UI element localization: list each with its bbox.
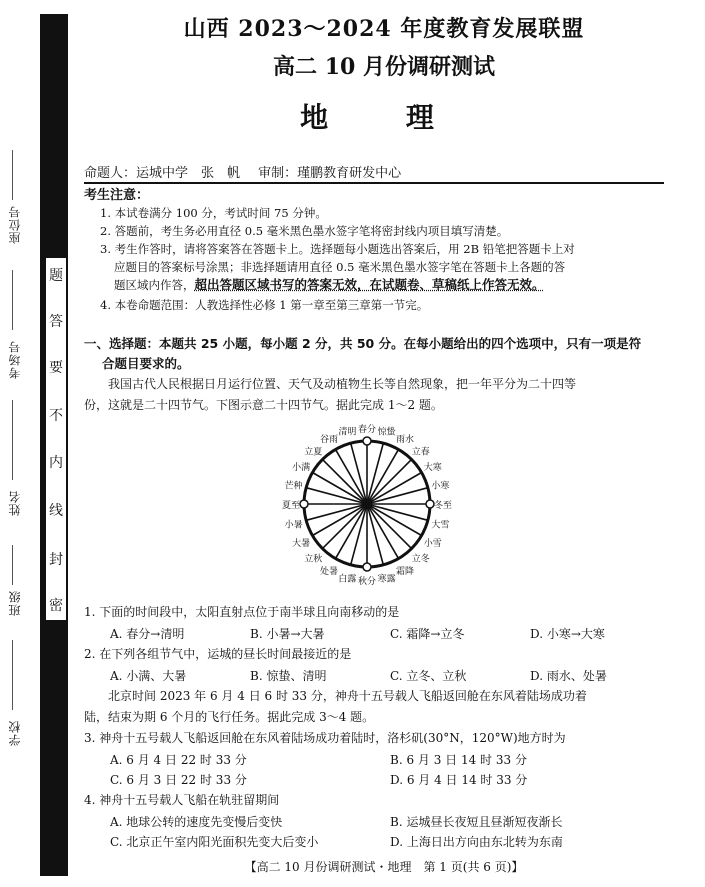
seal-char: 答 [49, 314, 63, 330]
sun-center-dot [362, 499, 372, 509]
section-heading [84, 334, 670, 374]
seal-char: 密 [49, 598, 63, 614]
term-label: 冬至 [433, 501, 453, 511]
q1-option-c: C. 霜降→立冬 [390, 627, 465, 641]
q4-option-b: B. 运城昼长夜短且昼渐短夜渐长 [390, 815, 563, 829]
notice-item: 应题目的答案标号涂黑；非选择题请用直径 0.5 毫米黑色墨水签字笔在答题卡上各题的答 [114, 260, 566, 274]
label-class: 班级 [8, 590, 22, 616]
term-label: 立春 [411, 447, 430, 458]
question-4: 4. 神舟十五号载人飞船在轨驻留期间 [84, 793, 280, 807]
blank-line [12, 545, 14, 585]
term-label: 寒露 [377, 574, 396, 585]
question-2: 2. 在下列各组节气中，运城的昼长时间最接近的是 [84, 647, 352, 661]
q1-option-d: D. 小寒→大寒 [530, 627, 605, 641]
reviewer: 审制：瑾鹏教育研发中心 [258, 166, 402, 181]
term-label: 大雪 [431, 520, 450, 531]
blank-line [12, 270, 14, 330]
q1-option-b: B. 小暑→大暑 [250, 627, 325, 641]
exam-subtitle: 高二 10 月份调研测试 [273, 54, 495, 80]
subject-title: 地 理 [300, 101, 468, 134]
label-seat-number: 座位号 [8, 205, 22, 244]
term-label: 夏至 [281, 501, 301, 511]
q2-option-c: C. 立冬、立秋 [390, 669, 467, 683]
term-label: 大暑 [292, 539, 311, 549]
notice-item [114, 276, 684, 294]
notice-item: 1. 本试卷满分 100 分，考试时间 75 分钟。 [100, 206, 327, 220]
term-label: 立夏 [304, 447, 323, 458]
q3-option-c: C. 6 月 3 日 22 时 33 分 [110, 773, 247, 787]
term-label: 霜降 [395, 566, 415, 577]
term-label: 立冬 [411, 554, 430, 565]
term-label: 处暑 [319, 566, 339, 577]
seal-line-text [46, 258, 66, 620]
key-term-marker [300, 500, 308, 508]
q2-option-b: B. 惊蛰、清明 [250, 669, 327, 683]
q4-option-c: C. 北京正午室内阳光面积先变大后变小 [110, 835, 319, 849]
seal-char: 线 [49, 503, 63, 519]
term-label: 大寒 [423, 463, 442, 473]
intro-line: 份，这就是二十四节气。下图示意二十四节气。据此完成 1～2 题。 [84, 398, 443, 412]
q4-option-a: A. 地球公转的速度先变慢后变快 [110, 815, 283, 829]
term-label: 惊蛰 [377, 427, 396, 438]
term-label: 小雪 [423, 539, 442, 549]
term-label: 春分 [357, 425, 377, 435]
term-label: 立秋 [304, 554, 323, 565]
q3-option-b: B. 6 月 3 日 14 时 33 分 [390, 753, 527, 767]
term-label: 小寒 [431, 481, 450, 492]
seal-char: 题 [49, 268, 63, 284]
q4-option-d: D. 上海日出方向由东北转为东南 [390, 835, 563, 849]
question-3: 3. 神舟十五号载人飞船返回舱在东风着陆场成功着陆时，洛杉矶(30°N，120°W)地方时为 [84, 731, 566, 745]
intro-line: 我国古代人民根据日月运行位置、天气及动植物生长等自然现象，把一年平分为二十四等 [108, 377, 577, 391]
seal-char: 封 [49, 552, 63, 568]
solar-terms-diagram [272, 418, 462, 590]
label-exam-room: 考场号 [8, 340, 22, 379]
blank-line [12, 150, 14, 200]
q1-option-a: A. 春分→清明 [110, 627, 185, 641]
label-name: 姓名 [8, 490, 22, 516]
seal-char: 内 [49, 455, 63, 471]
passage-line: 北京时间 2023 年 6 月 4 日 6 时 33 分，神舟十五号载人飞船返回舱在东风着陆场成功着 [108, 689, 587, 703]
term-label: 芒种 [284, 481, 303, 492]
key-term-marker [363, 437, 371, 445]
section-title-cont: 合题目要求的。 [102, 356, 190, 371]
notice-item: 3. 考生作答时，请将答案答在答题卡上。选择题每小题选出答案后，用 2B 铅笔把答题卡上对 [100, 242, 575, 256]
q2-option-a: A. 小满、大暑 [110, 669, 187, 683]
key-term-marker [363, 563, 371, 571]
exam-title: 山西 2023～2024 年度教育发展联盟 [183, 16, 585, 42]
notice-item: 2. 答题前，考生务必用直径 0.5 毫米黑色墨水签字笔将密封线内项目填写清楚。 [100, 224, 509, 238]
label-school: 学校 [8, 720, 22, 746]
author: 命题人：运城中学 张 帆 [84, 166, 241, 181]
page-footer: 【高二 10 月份调研测试・地理 第 1 页(共 6 页)】 [244, 860, 524, 874]
term-label: 小暑 [284, 520, 303, 531]
passage-line: 陆，结束为期 6 个月的飞行任务。据此完成 3～4 题。 [84, 710, 375, 724]
q2-option-d: D. 雨水、处暑 [530, 669, 607, 683]
term-label: 秋分 [357, 577, 377, 587]
q3-option-d: D. 6 月 4 日 14 时 33 分 [390, 773, 528, 787]
key-term-marker [426, 500, 434, 508]
seal-char: 不 [49, 408, 63, 424]
seal-char: 要 [49, 360, 63, 376]
question-1: 1. 下面的时间段中，太阳直射点位于南半球且向南移动的是 [84, 605, 400, 619]
blank-line [12, 400, 14, 480]
author-line [84, 162, 664, 184]
term-label: 雨水 [395, 435, 415, 446]
q3-option-a: A. 6 月 4 日 22 时 33 分 [110, 753, 247, 767]
notice-text: 题区域内作答， [114, 278, 195, 292]
notice-item: 4. 本卷命题范围：人教选择性必修 1 第一章至第三章第一节完。 [100, 298, 429, 312]
term-label: 小满 [292, 463, 311, 473]
term-label: 清明 [338, 427, 357, 438]
notice-heading: 考生注意： [84, 188, 150, 203]
section-title: 一、选择题：本题共 25 小题，每小题 2 分，共 50 分。在每小题给出的四个选项中，只有一项是符 [84, 336, 642, 351]
binding-strip [0, 0, 72, 887]
term-label: 谷雨 [319, 435, 339, 446]
term-label: 白露 [338, 574, 357, 585]
blank-line [12, 640, 14, 710]
notice-emphasis: 超出答题区域书写的答案无效，在试题卷、草稿纸上作答无效。 [194, 277, 545, 292]
